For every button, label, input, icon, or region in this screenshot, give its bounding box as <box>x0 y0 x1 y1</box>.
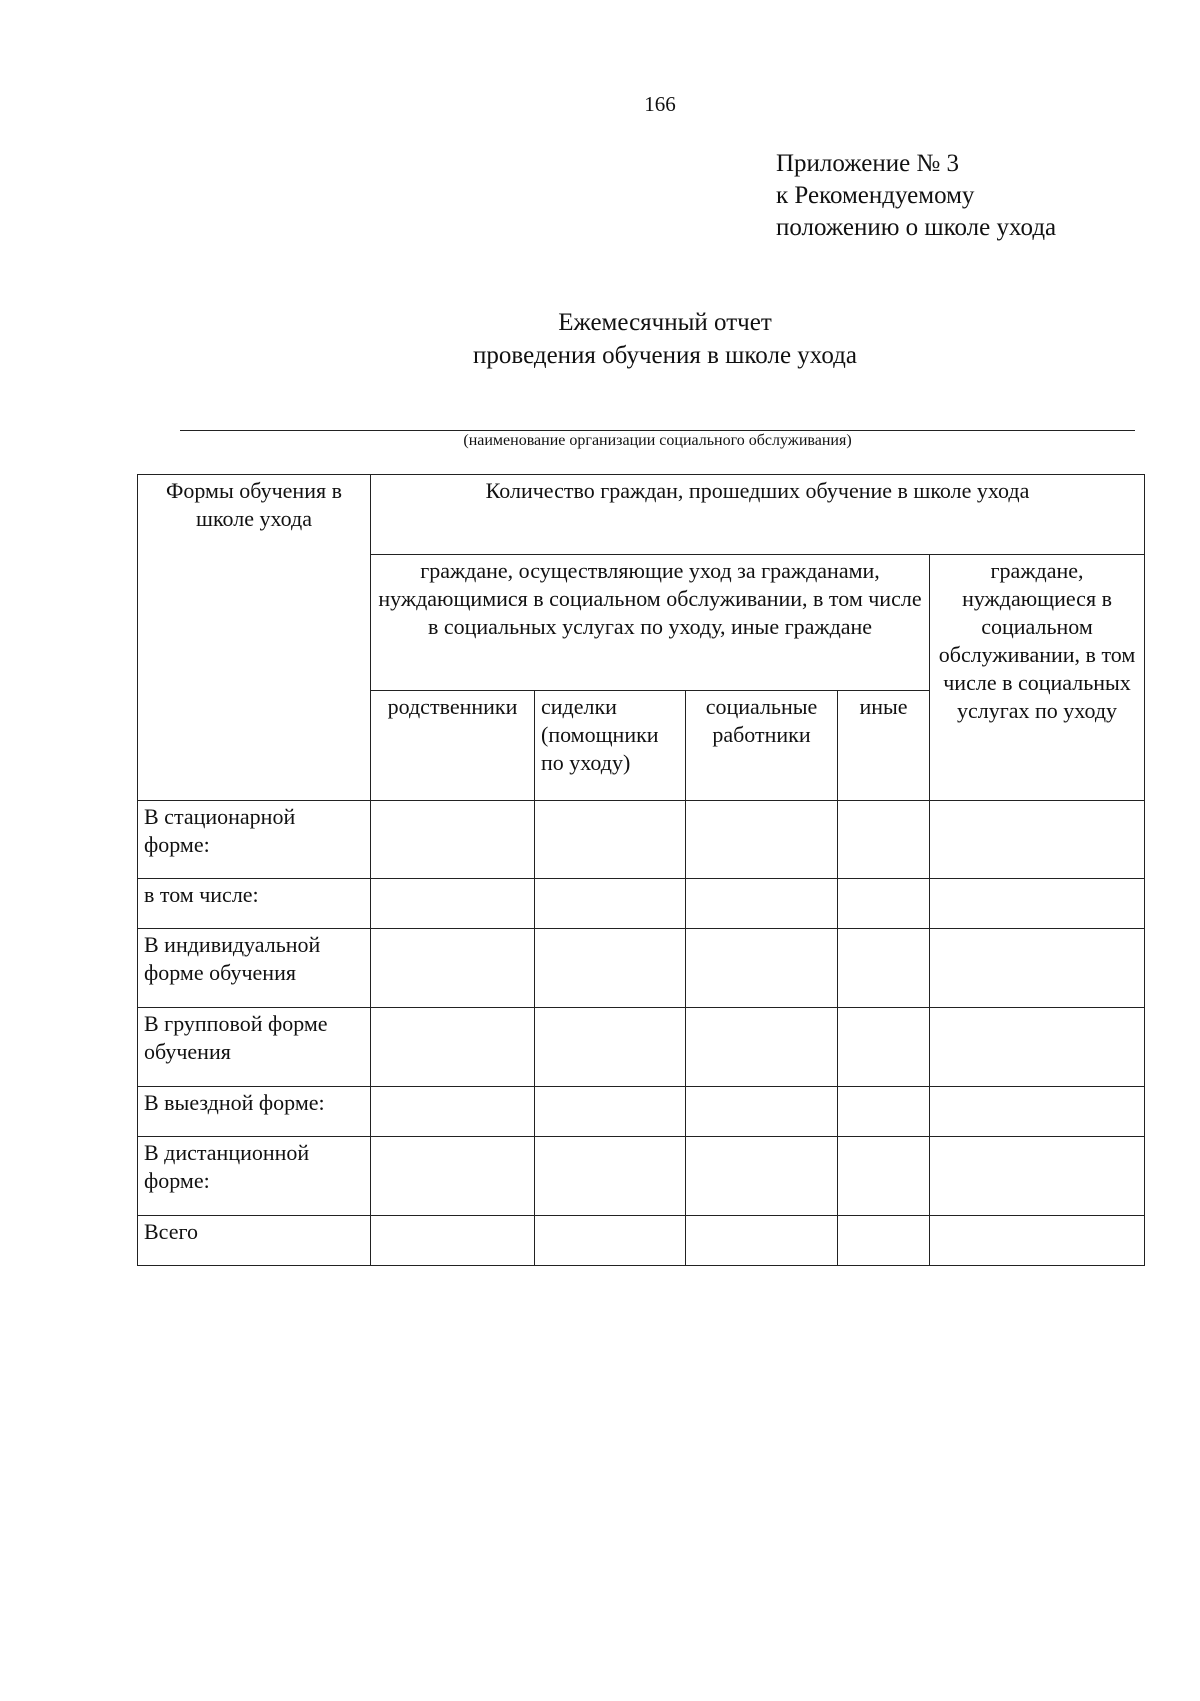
report-table <box>137 474 1145 1266</box>
table-cell <box>930 1087 1145 1137</box>
appendix-line-3: положению о школе ухода <box>776 214 1057 241</box>
table-cell <box>686 801 838 879</box>
table-cell <box>686 879 838 929</box>
table-cell <box>535 1216 686 1266</box>
column-header-relatives: родственники <box>371 691 535 801</box>
appendix-line-2: к Рекомендуемому <box>776 182 975 209</box>
table-cell <box>371 1087 535 1137</box>
table-cell <box>535 879 686 929</box>
row-label-total: Всего <box>138 1216 371 1266</box>
table-header-row <box>138 475 1145 555</box>
forms-header-cell: Формы обучения в школе ухода <box>138 475 371 801</box>
table-row <box>138 929 1145 1008</box>
table-cell <box>838 1008 930 1087</box>
report-title <box>0 306 1200 372</box>
table-row <box>138 801 1145 879</box>
table-row <box>138 879 1145 929</box>
appendix-reference <box>776 148 1056 244</box>
table-row <box>138 1008 1145 1087</box>
table-cell <box>371 801 535 879</box>
row-label-outreach: В выездной форме: <box>138 1087 371 1137</box>
organization-name-line <box>180 430 1135 431</box>
table-cell <box>535 1137 686 1216</box>
table-cell <box>838 1137 930 1216</box>
table-cell <box>686 929 838 1008</box>
table-cell <box>686 1087 838 1137</box>
table-cell <box>838 929 930 1008</box>
table-cell <box>838 801 930 879</box>
row-label-including: в том числе: <box>138 879 371 929</box>
table-cell <box>930 801 1145 879</box>
row-label-stationary: В стационарной форме: <box>138 801 371 879</box>
table-cell <box>930 1137 1145 1216</box>
table-cell <box>686 1216 838 1266</box>
table-cell <box>686 1137 838 1216</box>
table-cell <box>930 879 1145 929</box>
table-row <box>138 1216 1145 1266</box>
table-cell <box>686 1008 838 1087</box>
table-cell <box>838 1087 930 1137</box>
table-row <box>138 1137 1145 1216</box>
table-cell <box>838 879 930 929</box>
page-number: 166 <box>644 92 676 116</box>
column-header-caregivers: сиделки (помощники по уходу) <box>535 691 686 801</box>
appendix-line-1: Приложение № 3 <box>776 150 960 177</box>
report-title-line-2: проведения обучения в школе ухода <box>473 342 857 369</box>
row-label-individual: В индивидуальной форме обучения <box>138 929 371 1008</box>
report-title-line-1: Ежемесячный отчет <box>558 309 772 336</box>
table-cell <box>371 1137 535 1216</box>
table-cell <box>535 1008 686 1087</box>
table-cell <box>930 1216 1145 1266</box>
table-cell <box>838 1216 930 1266</box>
table-cell <box>535 1087 686 1137</box>
column-header-others: иные <box>838 691 930 801</box>
row-label-distance: В дистанционной форме: <box>138 1137 371 1216</box>
organization-caption: (наименование организации социального обслуживания) <box>463 432 852 449</box>
table-cell <box>371 879 535 929</box>
table-cell <box>371 1008 535 1087</box>
table-cell <box>371 1216 535 1266</box>
table-cell <box>371 929 535 1008</box>
table-cell <box>535 929 686 1008</box>
table-cell <box>535 801 686 879</box>
table-cell <box>930 1008 1145 1087</box>
recipients-header-cell: граждане, нуждающиеся в социальном обслуживании, в том числе в социальных услугах по уходу <box>930 555 1145 801</box>
table-cell <box>930 929 1145 1008</box>
table-row <box>138 1087 1145 1137</box>
column-header-social-workers: социальные работники <box>686 691 838 801</box>
row-label-group: В групповой форме обучения <box>138 1008 371 1087</box>
caregivers-header-cell: граждане, осуществляющие уход за гражданами, нуждающимися в социальном обслуживании, в том числе в социальных услугах по уходу, иные граждане <box>371 555 930 691</box>
count-header-cell: Количество граждан, прошедших обучение в школе ухода <box>371 475 1145 555</box>
